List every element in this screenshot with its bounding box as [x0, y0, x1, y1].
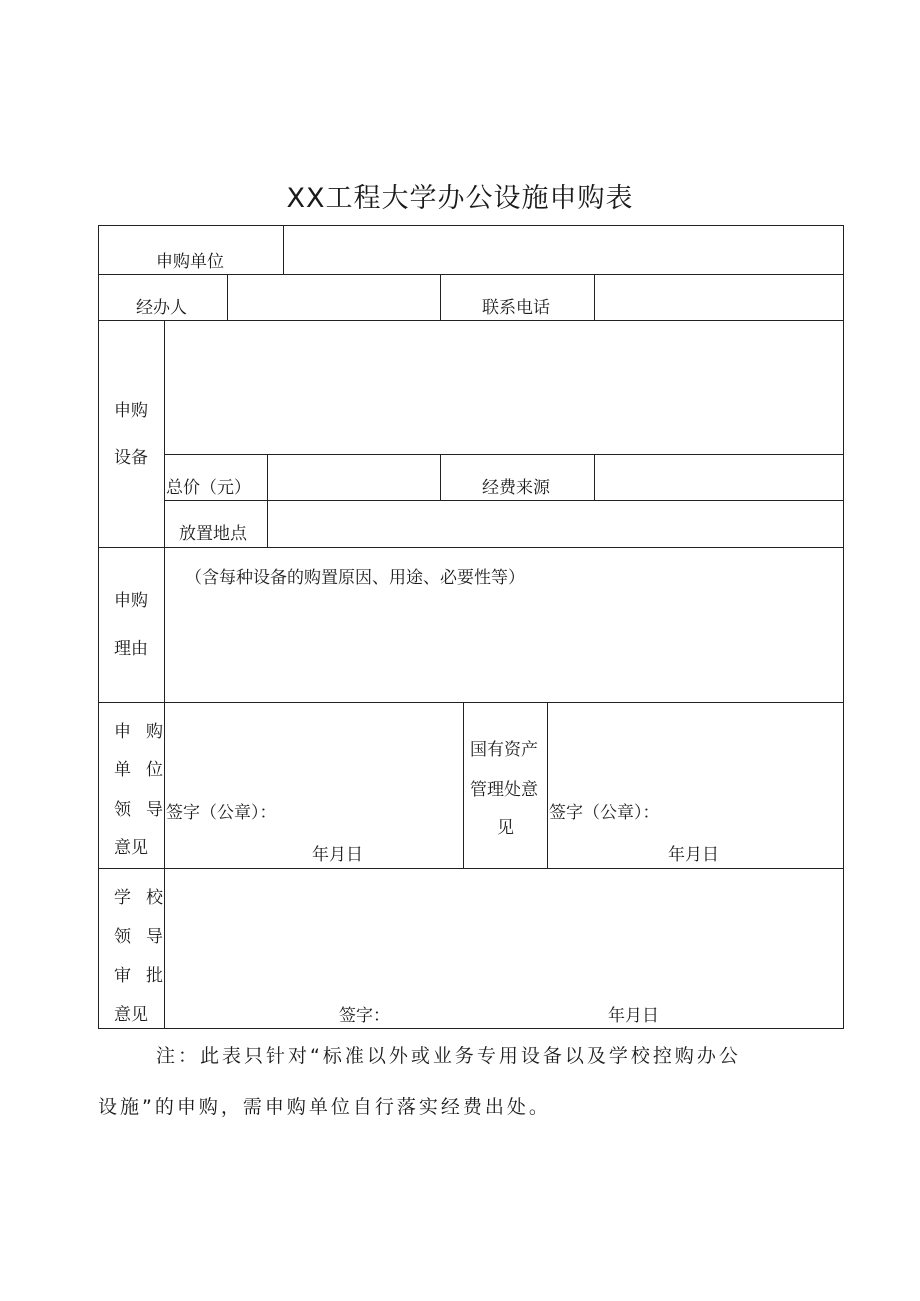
unit-field[interactable]	[284, 226, 843, 274]
school-leader-date: 年月日	[608, 1006, 659, 1026]
reason-field[interactable]	[165, 600, 843, 702]
school-leader-label-char: 校	[146, 888, 163, 908]
asset-office-label-line: 管理处意	[470, 780, 538, 800]
page-title: XX工程大学办公设施申购表	[286, 183, 634, 214]
school-leader-label-char: 学	[114, 888, 131, 908]
table-border-right	[843, 225, 844, 1028]
asset-office-label-line: 国有资产	[470, 740, 538, 760]
col-divider	[440, 274, 441, 320]
unit-leader-label-char: 意见	[114, 838, 148, 858]
row-divider	[98, 547, 844, 548]
unit-leader-signature: 签字（公章）：	[166, 803, 277, 823]
unit-leader-label-char: 领	[114, 800, 131, 820]
unit-label: 申购单位	[156, 252, 224, 272]
unit-leader-label-char: 申	[114, 722, 131, 742]
reason-label-line2: 理由	[114, 639, 148, 659]
school-leader-label-char: 领	[114, 927, 131, 947]
handler-field[interactable]	[228, 275, 440, 320]
equipment-label-line1: 申购	[114, 401, 148, 421]
school-leader-label-char: 意见	[114, 1005, 148, 1025]
unit-leader-label-char: 单	[114, 760, 131, 780]
school-leader-signature: 签字：	[339, 1006, 390, 1026]
asset-office-date: 年月日	[668, 845, 719, 865]
school-leader-label-char: 审	[114, 966, 131, 986]
unit-leader-label-char: 位	[146, 760, 163, 780]
col-divider	[463, 702, 464, 868]
phone-field[interactable]	[595, 275, 843, 320]
total-price-label: 总价（元）	[166, 478, 251, 498]
footnote-line1: 注：此表只针对“标准以外或业务专用设备以及学校控购办公	[156, 1045, 741, 1067]
col-divider	[440, 454, 441, 500]
row-divider	[98, 702, 844, 703]
asset-office-label-line: 见	[497, 818, 514, 838]
col-divider	[547, 702, 548, 868]
reason-hint: （含每种设备的购置原因、用途、必要性等）	[185, 568, 525, 588]
unit-leader-label-char: 购	[146, 722, 163, 742]
equipment-field[interactable]	[165, 321, 843, 454]
asset-office-signature: 签字（公章）：	[549, 803, 660, 823]
table-border-left	[98, 225, 99, 1028]
unit-leader-date: 年月日	[312, 845, 363, 865]
total-price-field[interactable]	[268, 455, 440, 500]
unit-leader-label-char: 导	[146, 800, 163, 820]
school-leader-label-char: 批	[146, 966, 163, 986]
table-border-bottom	[98, 1028, 844, 1029]
row-divider	[98, 868, 844, 869]
fund-source-label: 经费来源	[482, 478, 550, 498]
handler-label: 经办人	[136, 298, 187, 318]
equipment-label-line2: 设备	[114, 448, 148, 468]
footnote-line2: 设施”的申购，需申购单位自行落实经费出处。	[98, 1096, 551, 1118]
location-field[interactable]	[268, 501, 843, 547]
location-label: 放置地点	[179, 524, 247, 544]
phone-label: 联系电话	[482, 298, 550, 318]
reason-label-line1: 申购	[114, 591, 148, 611]
school-leader-label-char: 导	[146, 927, 163, 947]
fund-source-field[interactable]	[595, 455, 843, 500]
